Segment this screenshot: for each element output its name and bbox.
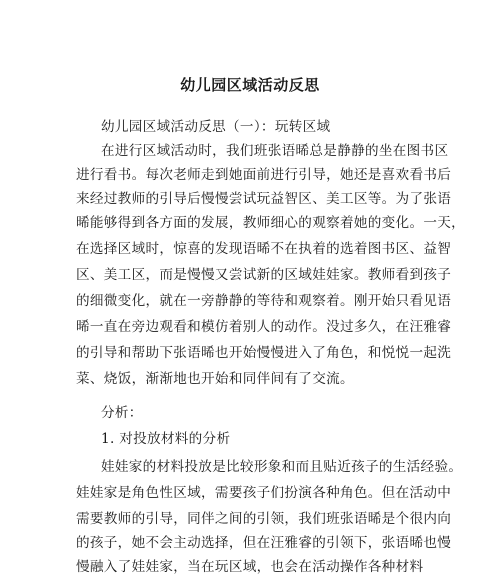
document-title: 幼儿园区域活动反思 xyxy=(180,76,320,94)
section-heading: 分析： xyxy=(101,405,143,421)
paragraph-line: 菜、烧饭，渐渐地也开始和同伴间有了交流。 xyxy=(76,371,354,387)
paragraph-line: 需要教师的引导，同伴之间的引领，我们班张语晞是个很内向 xyxy=(76,511,452,527)
paragraph-line: 晞能够得到各方面的发展，教师细心的观察着她的变化。一天， xyxy=(76,215,466,231)
paragraph-line: 的孩子，她不会主动选择，但在汪雅睿的引领下，张语晞也慢 xyxy=(76,535,452,551)
paragraph-line: 来经过教师的引导后慢慢尝试玩益智区、美工区等。为了张语 xyxy=(76,191,452,207)
paragraph-line: 在选择区域时，惊喜的发现语晞不在执着的选着图书区、益智 xyxy=(76,241,452,257)
paragraph-line: 娃娃家的材料投放是比较形象和而且贴近孩子的生活经验。 xyxy=(101,459,463,475)
paragraph-line: 晞一直在旁边观看和模仿着别人的动作。没过多久，在汪雅睿 xyxy=(76,319,452,335)
paragraph-line: 慢融入了娃娃家，当在玩区域，也会在活动操作各种材料 xyxy=(76,559,424,575)
paragraph-line: 进行看书。每次老师走到她面前进行引导，她还是喜欢看书后 xyxy=(76,167,452,183)
paragraph-line: 娃娃家是角色性区域，需要孩子们扮演各种角色。但在活动中 xyxy=(76,485,452,501)
paragraph-line: 在进行区域活动时，我们班张语晞总是静静的坐在图书区 xyxy=(101,143,449,159)
paragraph-line: 的引导和帮助下张语晞也开始慢慢进入了角色，和悦悦一起洗 xyxy=(76,345,452,361)
subsection-heading: 1. 对投放材料的分析 xyxy=(101,431,231,447)
paragraph-line: 区、美工区，而是慢慢又尝试新的区域娃娃家。教师看到孩子 xyxy=(76,267,452,283)
document-subtitle: 幼儿园区域活动反思（一）：玩转区域 xyxy=(101,119,331,135)
paragraph-line: 的细微变化，就在一旁静静的等待和观察着。刚开始只看见语 xyxy=(76,293,452,309)
